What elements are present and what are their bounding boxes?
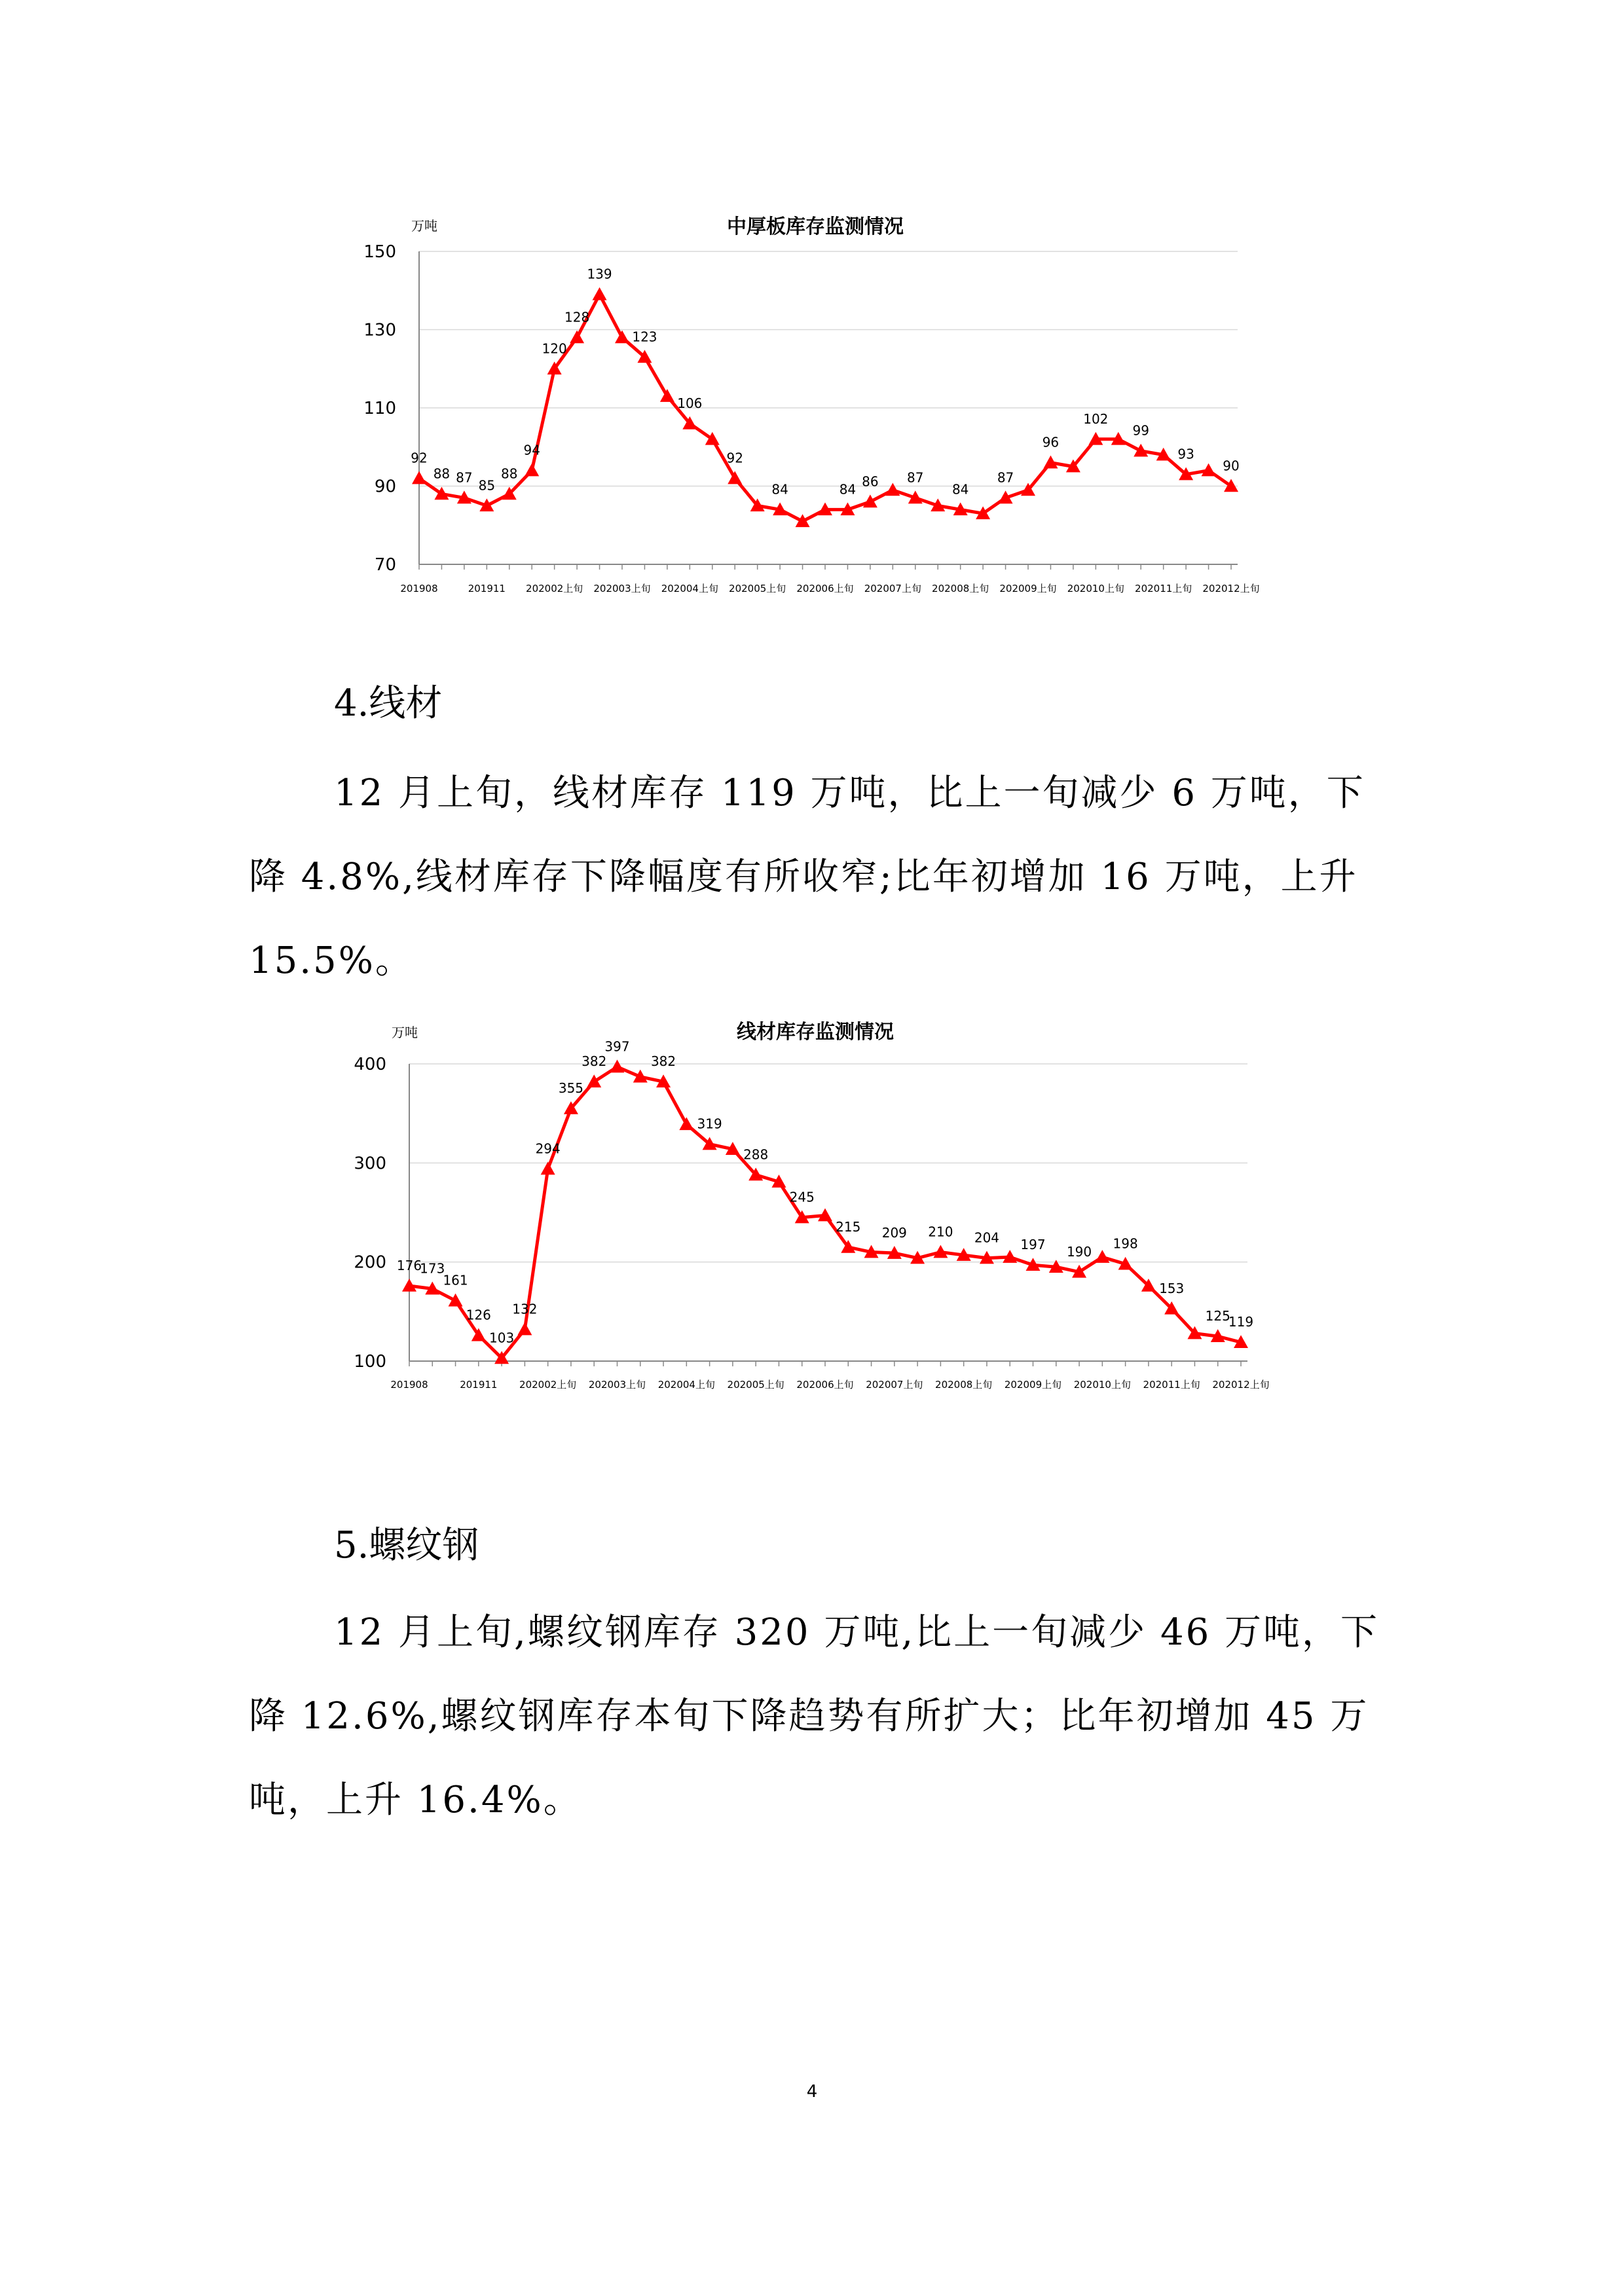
data-label: 88 (501, 465, 518, 482)
data-point (728, 471, 742, 484)
data-label: 204 (974, 1230, 1000, 1246)
data-label: 84 (951, 481, 969, 498)
data-label: 120 (542, 340, 567, 357)
data-label: 245 (789, 1189, 815, 1205)
data-label: 84 (839, 481, 857, 498)
x-tick-label: 202011上旬 (1143, 1379, 1200, 1391)
data-label: 85 (478, 477, 496, 494)
x-tick-label: 202002上旬 (519, 1379, 577, 1391)
data-label: 161 (443, 1272, 468, 1288)
data-label: 153 (1159, 1280, 1185, 1296)
data-label: 90 (1223, 458, 1240, 474)
data-label: 103 (489, 1330, 515, 1346)
data-point (541, 1161, 555, 1175)
data-point (587, 1074, 601, 1087)
data-label: 397 (604, 1038, 630, 1055)
data-label: 139 (587, 266, 612, 282)
data-label: 87 (907, 469, 924, 486)
data-point (593, 287, 607, 301)
data-label: 119 (1228, 1314, 1254, 1330)
x-tick-label: 201911 (460, 1379, 498, 1391)
x-tick-label: 202012上旬 (1212, 1379, 1270, 1391)
x-tick-label: 201911 (468, 583, 506, 594)
data-label: 92 (726, 450, 743, 466)
data-label: 355 (558, 1080, 584, 1097)
data-point (610, 1060, 625, 1073)
data-point (449, 1294, 463, 1307)
x-tick-label: 202004上旬 (657, 1379, 715, 1391)
chart-title: 线材库存监测情况 (737, 1021, 894, 1044)
x-tick-label: 202003上旬 (593, 583, 651, 594)
data-label: 102 (1083, 410, 1109, 427)
data-point (570, 330, 584, 343)
section-paragraph-rebar: 12 月上旬,螺纹钢库存 320 万吨,比上一旬减少 46 万吨，下降 12.6%,螺纹钢库存本旬下降趋势有所扩大；比年初增加 45 万吨，上升 16.4%。 (249, 1611, 1380, 1821)
x-tick-label: 202004上旬 (661, 583, 718, 594)
data-label: 190 (1066, 1243, 1092, 1260)
x-tick-label: 202005上旬 (727, 1379, 784, 1391)
x-tick-label: 201908 (390, 1379, 428, 1391)
data-point (863, 494, 877, 507)
x-tick-label: 202010上旬 (1067, 583, 1124, 594)
y-axis-unit: 万吨 (411, 218, 437, 234)
x-tick-label: 202009上旬 (999, 583, 1057, 594)
x-tick-label: 202009上旬 (1004, 1379, 1062, 1391)
data-label: 288 (743, 1146, 769, 1163)
chart-plate-inventory (363, 215, 1259, 594)
x-tick-label: 201908 (400, 583, 438, 594)
y-tick-label: 300 (354, 1154, 386, 1174)
data-point (660, 389, 674, 402)
y-tick-label: 150 (363, 242, 396, 262)
data-label: 86 (862, 473, 879, 490)
data-point (517, 1322, 532, 1336)
data-point (615, 330, 629, 343)
data-point (412, 471, 426, 484)
chart-title: 中厚板库存监测情况 (727, 215, 904, 238)
data-point (679, 1117, 693, 1130)
data-label: 123 (632, 329, 657, 345)
data-label: 106 (677, 395, 703, 411)
data-label: 173 (420, 1260, 445, 1277)
data-label: 294 (535, 1140, 561, 1157)
data-label: 126 (466, 1307, 491, 1323)
page-number: 4 (806, 2082, 818, 2102)
x-tick-label: 202011上旬 (1135, 583, 1192, 594)
data-label: 87 (456, 469, 473, 486)
x-tick-label: 202003上旬 (588, 1379, 646, 1391)
data-label: 382 (581, 1053, 607, 1070)
data-point (525, 464, 539, 477)
section-heading-wire: 4.线材 (334, 682, 443, 725)
data-label: 209 (881, 1225, 907, 1241)
data-label: 96 (1042, 434, 1060, 450)
data-label: 93 (1177, 446, 1194, 462)
x-tick-label: 202008上旬 (932, 583, 989, 594)
y-tick-label: 130 (363, 320, 396, 340)
data-label: 215 (836, 1218, 861, 1235)
data-label: 92 (411, 450, 428, 466)
x-tick-label: 202007上旬 (866, 1379, 923, 1391)
section-heading-rebar: 5.螺纹钢 (334, 1524, 479, 1567)
x-tick-label: 202012上旬 (1202, 583, 1260, 594)
data-label: 197 (1020, 1237, 1046, 1253)
x-tick-label: 202006上旬 (796, 583, 854, 594)
y-tick-label: 200 (354, 1252, 386, 1273)
data-label: 176 (396, 1257, 422, 1273)
data-label: 88 (433, 465, 451, 482)
x-tick-label: 202006上旬 (796, 1379, 854, 1391)
y-tick-label: 90 (374, 477, 396, 497)
y-axis-unit: 万吨 (392, 1025, 418, 1040)
x-tick-label: 202002上旬 (526, 583, 583, 594)
section-paragraph-wire: 12 月上旬，线材库存 119 万吨，比上一旬减少 6 万吨，下降 4.8%,线材库存下降幅度有所收窄;比年初增加 16 万吨，上升 15.5%。 (249, 772, 1372, 982)
data-label: 132 (512, 1301, 538, 1317)
data-label: 198 (1113, 1235, 1138, 1252)
data-label: 125 (1205, 1308, 1230, 1324)
data-label: 319 (697, 1116, 722, 1132)
data-point (1095, 1250, 1109, 1263)
data-label: 382 (650, 1053, 676, 1070)
data-point (885, 483, 900, 496)
y-tick-label: 400 (354, 1055, 386, 1074)
data-label: 210 (928, 1224, 953, 1240)
x-tick-label: 202010上旬 (1073, 1379, 1131, 1391)
data-point (796, 514, 810, 527)
data-label: 87 (997, 469, 1014, 486)
y-tick-label: 100 (354, 1352, 386, 1372)
y-tick-label: 110 (363, 399, 396, 418)
x-tick-label: 202008上旬 (935, 1379, 993, 1391)
chart-wire-inventory (354, 1021, 1269, 1391)
data-label: 128 (564, 309, 590, 325)
x-tick-label: 202007上旬 (864, 583, 921, 594)
data-label: 94 (523, 442, 540, 458)
data-label: 99 (1132, 422, 1149, 439)
data-label: 84 (771, 481, 788, 498)
y-tick-label: 70 (374, 555, 396, 575)
x-tick-label: 202005上旬 (729, 583, 786, 594)
